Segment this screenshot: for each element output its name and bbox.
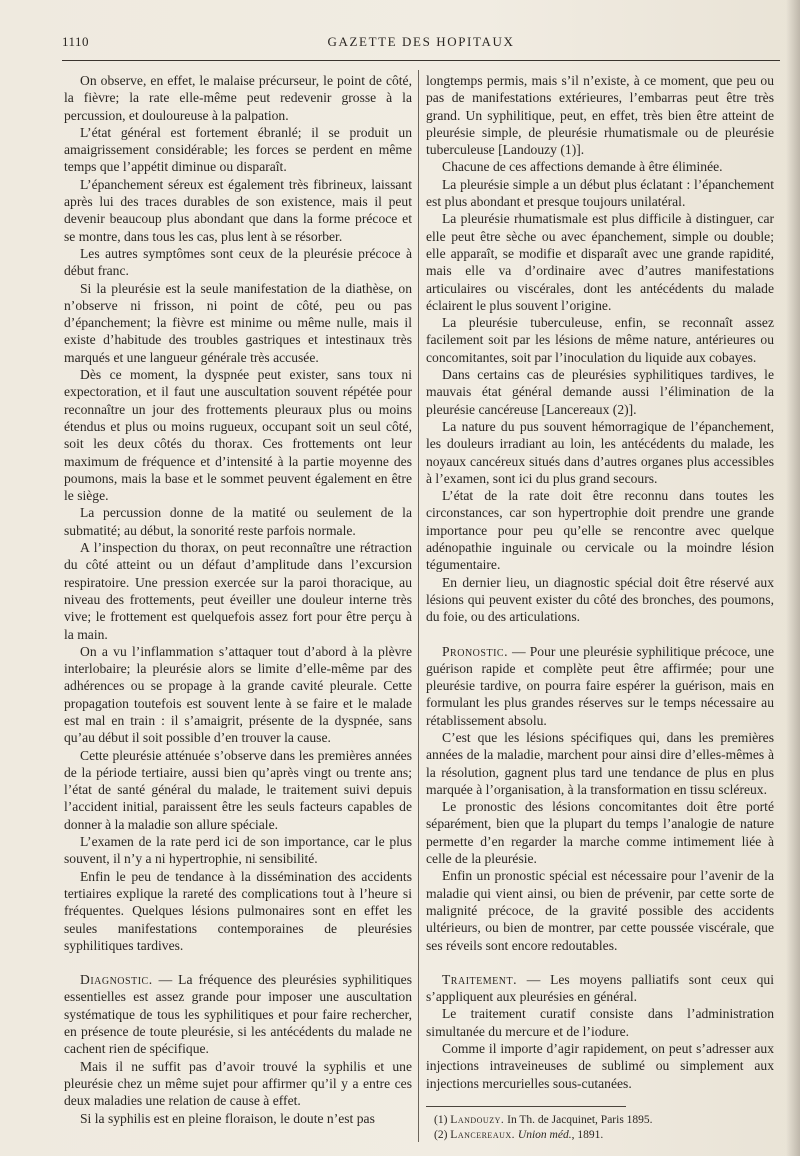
paragraph-text: L’état général est fortement ébranlé; il se produit un amaigrissement considérable; les forces se perdent en même temps que l’appétit diminue ou disparaît. bbox=[64, 124, 412, 175]
paragraph-text: A l’inspection du thorax, on peut reconnaître une rétraction du côté atteint ou un défaut d’amplitude dans l’excursion respiratoire. Une pression exercée sur la paroi thoracique, au niveau des frottements, peut éveiller une douleur interne très vive; le frottement est quelquefois assez fort pour être perçu à la main. bbox=[64, 540, 412, 642]
paragraph bbox=[426, 72, 774, 158]
paragraph bbox=[64, 124, 412, 176]
paragraph bbox=[64, 971, 412, 1057]
paragraph-text: La percussion donne de la matité ou seulement de la submatité; au début, la sonorité reste parfois normale. bbox=[64, 505, 412, 538]
paragraph-text: L’état de la rate doit être reconnu dans toutes les circonstances, car son hypertrophie doit prendre une grande importance pour peu qu’elle se rencontre avec quelque adénopathie inguinale ou cervicale ou la moindre lésion tégumentaire. bbox=[426, 488, 774, 573]
footnote-number: (2) bbox=[434, 1128, 451, 1141]
section-heading: Diagnostic. bbox=[80, 972, 153, 988]
paragraph bbox=[426, 971, 774, 1006]
paragraph bbox=[426, 867, 774, 953]
paragraph bbox=[64, 72, 412, 124]
paragraph-text: On a vu l’inflammation s’attaquer tout d’abord à la plèvre interlobaire; la pleurésie alors se limite d’elle-même par des adhérences ou se propage à la grande cavité pleurale. Cette propagation toutefois est souvent lente à se faire et le malade est mal en train : il s’amaigrit, présente de la dyspnée, sans qu’au début il soit possible d’en trouver la cause. bbox=[64, 643, 412, 746]
paragraph-text: L’épanchement séreux est également très fibrineux, laissant après lui des traces durables de son existence, mais il peut devenir beaucoup plus abondant que dans la forme précoce et se montre, dans tous les cas, plus lent à se résorber. bbox=[64, 176, 412, 244]
paragraph bbox=[64, 1058, 412, 1110]
paragraph bbox=[64, 747, 412, 833]
paragraph bbox=[426, 314, 774, 366]
paragraph-text: Comme il importe d’agir rapidement, on peut s’adresser aux injections intraveineuses de sublimé ou simplement aux injections mercurielles sous-cutanées. bbox=[426, 1041, 774, 1091]
section-heading: Pronostic. bbox=[442, 643, 508, 659]
paragraph-text: Enfin un pronostic spécial est nécessaire pour l’avenir de la maladie qui vient ainsi, ou bien de prévenir, par cette sorte de malignité précoce, de la gravité possible des accidents ultérieurs, ou bien de montrer, par cette poussée viscérale, que ses réveils sont encore redoutables. bbox=[426, 868, 774, 953]
paragraph bbox=[64, 176, 412, 245]
paragraph-text: Dans certains cas de pleurésies syphilitiques tardives, le mauvais état général demande aussi l’élimination de la pleurésie cancéreuse [Lancereaux (2)]. bbox=[426, 367, 774, 417]
paragraph bbox=[426, 643, 774, 729]
footnote-author: Lancereaux. bbox=[450, 1128, 516, 1141]
paragraph-text: Si la syphilis est en pleine floraison, le doute n’est pas bbox=[80, 1110, 375, 1126]
paragraph bbox=[64, 280, 412, 366]
footnote-journal: Union méd. bbox=[517, 1128, 572, 1141]
section-heading: Traitement. bbox=[442, 971, 517, 987]
page-number: 1110 bbox=[62, 34, 90, 49]
paragraph bbox=[64, 643, 412, 747]
footnote-text: , 1891. bbox=[571, 1128, 604, 1141]
paragraph bbox=[64, 833, 412, 868]
page-header bbox=[62, 34, 780, 56]
paragraph-text: Le pronostic des lésions concomitantes doit être porté séparément, bien que la plupart du temps l’analogie de nature permette d’en regarder la marche comme intimement liée à celle de la pleurésie. bbox=[426, 799, 774, 867]
paragraph-text: longtemps permis, mais s’il n’existe, à ce moment, que peu ou pas de manifestations extérieures, l’embarras peut être très grand. Un syphilitique, peut, en effet, très bien être atteint de pleurésie simple, de pleurésie rhumatismale ou de pleurésie tuberculeuse [Landouzy (1)]. bbox=[426, 73, 774, 158]
paragraph bbox=[64, 245, 412, 280]
paragraph-text: C’est que les lésions spécifiques qui, dans les premières années de la maladie, marchent pour ainsi dire d’elles-mêmes à la résolution, gagnent plus tard une tendance de plus en plus marquée à l’organisation, à la transformation en tissu scléreux. bbox=[426, 729, 774, 797]
paragraph-text: Les autres symptômes sont ceux de la pleurésie précoce à début franc. bbox=[64, 245, 412, 279]
footnote-author: Landouzy. bbox=[450, 1113, 505, 1126]
paragraph bbox=[426, 418, 774, 487]
paragraph-text: La pleurésie simple a un début plus éclatant : l’épanchement est plus abondant et presque toujours unilatéral. bbox=[426, 176, 774, 210]
paragraph-text: On observe, en effet, le malaise précurseur, le point de côté, la fièvre; la rate elle-même peut redevenir grosse à la percussion, et douloureuse à la palpation. bbox=[64, 73, 412, 123]
header-rule bbox=[62, 60, 780, 61]
paragraph bbox=[426, 366, 774, 418]
paragraph bbox=[426, 798, 774, 867]
paragraph-text: La pleurésie rhumatismale est plus difficile à distinguer, car elle peut être sèche ou avec épanchement, simple ou double; elle apparaît, se modifie et disparaît avec une grande rapidité, mais elle va d’ordinaire avec d’autres manifestations articulaires ou viscérales, dont les antécédents du malade éclairent le plus souvent l’origine. bbox=[426, 211, 774, 313]
paragraph-text: L’examen de la rate perd ici de son importance, car le plus souvent, il n’y a ni hypertrophie, ni sensibilité. bbox=[64, 834, 412, 867]
paragraph bbox=[64, 868, 412, 954]
footnote-text: In Th. de Jacquinet, Paris 1895. bbox=[504, 1113, 653, 1126]
footnote bbox=[434, 1128, 774, 1143]
running-title: GAZETTE DES HOPITAUX bbox=[327, 34, 515, 49]
paragraph-text: Si la pleurésie est la seule manifestation de la diathèse, on n’observe ni frisson, ni point de côté, peu ou pas d’épanchement; la fièvre est minime ou même nulle, mais il existe d’habitude des troubles gastriques et intestinaux très marqués et une langueur générale très accusée. bbox=[64, 280, 412, 365]
paragraph-text: Dès ce moment, la dyspnée peut exister, sans toux ni expectoration, et il faut une auscultation souvent répétée pour reconnaître un jour des frottements pleuraux plus ou moins étendus et plus ou moins rugueux, occupant soit un seul côté, soit les deux côtés du thorax. Ces frottements ont leur maximum de fréquence et d’intensité à la partie moyenne des poumons, mais la base et le sommet peuvent également en être le siège. bbox=[64, 367, 412, 504]
paragraph bbox=[426, 176, 774, 211]
paragraph bbox=[426, 487, 774, 573]
paragraph-text: Mais il ne suffit pas d’avoir trouvé la syphilis et une pleurésie chez un même sujet pour affirmer qu’il y a entre ces deux maladies une relation de cause à effet. bbox=[64, 1058, 412, 1109]
paragraph bbox=[64, 1110, 412, 1127]
footnote-number: (1) bbox=[434, 1113, 451, 1126]
paragraph-text: La pleurésie tuberculeuse, enfin, se reconnaît assez facilement soit par les lésions de même nature, antérieures ou concomitantes, soit par l’inoculation du liquide aux cobayes. bbox=[426, 315, 774, 365]
footnote bbox=[434, 1113, 774, 1128]
paragraph bbox=[426, 729, 774, 798]
paragraph-text: — Pour une pleurésie syphilitique précoce, une guérison rapide et complète peut être affirmée; pour une pleurésie tardive, on pourra faire espérer la guérison, mais en formulant les plus grandes réserves sur le temps nécessaire au rétablissement absolu. bbox=[426, 643, 774, 728]
paragraph-text: — Les moyens palliatifs sont ceux qui s’appliquent aux pleurésies en général. bbox=[426, 971, 774, 1005]
paragraph bbox=[64, 504, 412, 539]
paragraph-text: En dernier lieu, un diagnostic spécial doit être réservé aux lésions qui peuvent exister du côté des bronches, des poumons, du foie, ou des articulations. bbox=[426, 574, 774, 625]
paragraph-text: Cette pleurésie atténuée s’observe dans les premières années de la période tertiaire, aussi bien qu’après vingt ou trente ans; l’état de santé général du malade, le traitement suivi depuis l’accident initial, paraissent être les seuls facteurs capables de donner à la maladie son allure spéciale. bbox=[64, 747, 412, 832]
paragraph-text: La nature du pus souvent hémorragique de l’épanchement, les douleurs irradiant au loin, les antécédents du malade, les noyaux cancéreux situés dans d’autres organes plus accessibles à l’examen, sont ici du plus grand secours. bbox=[426, 418, 774, 486]
right-column bbox=[426, 72, 774, 1143]
paragraph bbox=[426, 158, 774, 175]
paragraph-text: Enfin le peu de tendance à la dissémination des accidents tertiaires explique la rareté des complications tout à l’heure si fréquentes. Quelques lésions pulmonaires sont en effet les seules manifestations contemporaines de pleurésies syphilitiques tardives. bbox=[64, 868, 412, 953]
paragraph bbox=[426, 1005, 774, 1040]
paragraph-text: Le traitement curatif consiste dans l’administration simultanée du mercure et de l’iodure. bbox=[426, 1006, 774, 1039]
paragraph bbox=[64, 366, 412, 504]
paragraph bbox=[64, 539, 412, 643]
paragraph bbox=[426, 574, 774, 626]
paragraph-text: — La fréquence des pleurésies syphilitiques essentielles est assez grande pour imposer une auscultation systématique de tous les syphilitiques et pour faire rechercher, en présence de toute pleurésie, si les antécédents du malade ne cachent rien de spécifique. bbox=[64, 972, 412, 1057]
footnote-rule bbox=[426, 1106, 626, 1107]
page-spine-shadow bbox=[786, 0, 800, 1156]
paragraph-text: Chacune de ces affections demande à être éliminée. bbox=[442, 159, 723, 175]
left-column bbox=[64, 72, 412, 1127]
paragraph bbox=[426, 1040, 774, 1092]
column-divider bbox=[418, 70, 419, 1142]
paragraph bbox=[426, 210, 774, 314]
